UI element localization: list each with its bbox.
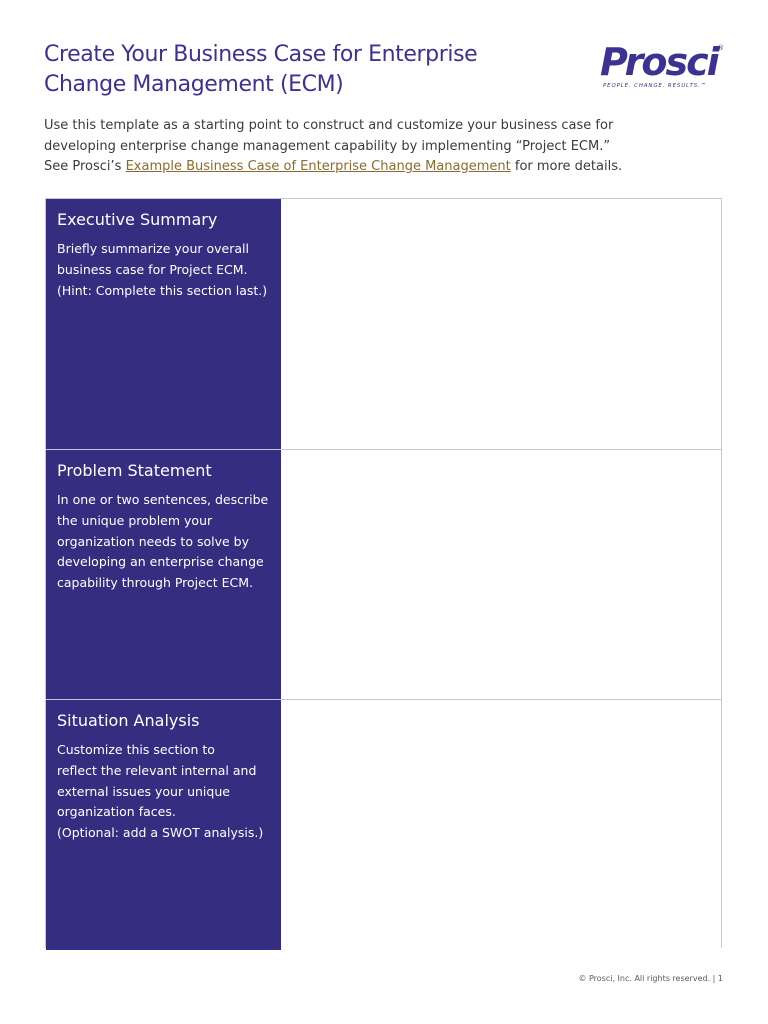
page-title-line-2: Change Management (ECM)	[44, 72, 344, 97]
section-label	[46, 450, 281, 700]
section-description	[57, 490, 271, 594]
business-case-table	[45, 198, 722, 948]
logo-trademark: ®	[717, 44, 724, 52]
section-description-line: reflect the relevant internal and	[57, 762, 257, 778]
section-description-line: capability through Project ECM.	[57, 575, 253, 591]
section-problem-statement	[46, 449, 721, 700]
intro-line-2: developing enterprise change management capability by implementing “Project ECM.”	[44, 138, 611, 154]
logo-tagline: PEOPLE. CHANGE. RESULTS.™	[603, 83, 708, 89]
situation-analysis-response-field[interactable]	[281, 700, 721, 950]
section-description-line: In one or two sentences, describe	[57, 492, 269, 507]
page-title-line-1: Create Your Business Case for Enterprise	[44, 42, 478, 67]
section-description-line: organization needs to solve by	[57, 533, 249, 549]
section-description-line: organization faces.	[57, 804, 176, 820]
intro-line-1: Use this template as a starting point to construct and customize your business case for	[44, 118, 614, 133]
section-label	[46, 199, 281, 449]
intro-paragraph	[44, 116, 664, 178]
executive-summary-response-field[interactable]	[281, 199, 721, 449]
section-description-line: business case for Project ECM.	[57, 261, 248, 277]
prosci-logo	[600, 42, 724, 96]
section-heading: Situation Analysis	[57, 711, 200, 730]
section-description-line: developing an enterprise change	[57, 554, 264, 570]
page-footer: © Prosci, Inc. All rights reserved. | 1	[578, 974, 723, 983]
section-description-line: Briefly summarize your overall	[57, 241, 249, 256]
section-description-line: the unique problem your	[57, 512, 213, 528]
section-label	[46, 700, 281, 950]
intro-line-3-suffix: for more details.	[510, 159, 623, 174]
page-title	[44, 40, 564, 100]
section-description-line: (Hint: Complete this section last.)	[57, 282, 268, 298]
logo-wordmark: Prosci	[600, 40, 718, 84]
section-description-line: Customize this section to	[57, 742, 215, 757]
intro-line-3-prefix: See Prosci’s	[44, 159, 126, 174]
section-situation-analysis	[46, 699, 721, 950]
section-heading: Problem Statement	[57, 461, 212, 480]
section-heading: Executive Summary	[57, 210, 218, 229]
section-executive-summary	[46, 199, 721, 449]
section-description-line: (Optional: add a SWOT analysis.)	[57, 825, 264, 841]
example-business-case-link[interactable]: Example Business Case of Enterprise Change Management	[125, 159, 511, 174]
section-description	[57, 239, 271, 301]
problem-statement-response-field[interactable]	[281, 450, 721, 700]
intro-line-3	[44, 157, 664, 178]
section-description	[57, 740, 271, 844]
section-description-line: external issues your unique	[57, 783, 230, 799]
